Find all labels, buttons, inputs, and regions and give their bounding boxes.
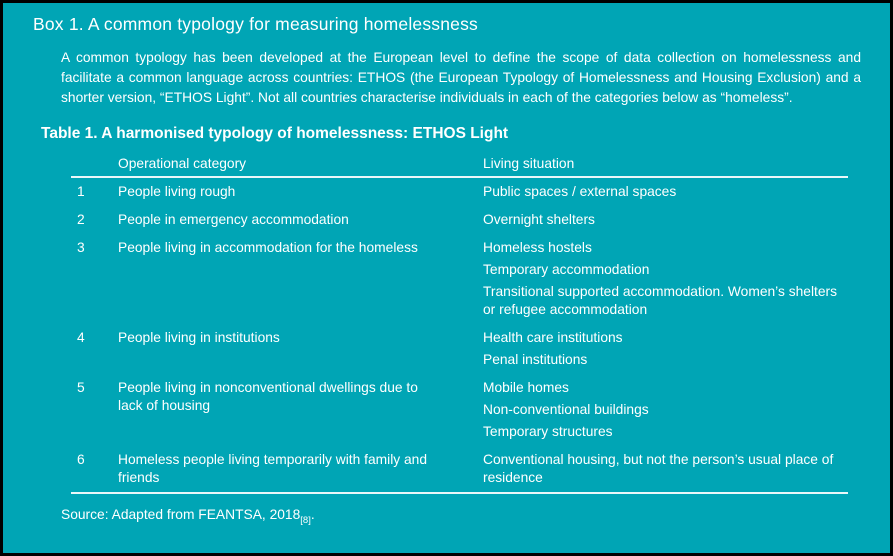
row-number: 6: [77, 452, 85, 467]
ethos-table: [71, 155, 848, 494]
bottom-rule: [71, 492, 848, 494]
living-situation-cell: [483, 211, 848, 229]
living-situation-item: Temporary accommodation: [483, 262, 650, 277]
table-row: [71, 324, 848, 374]
living-situation-item: Public spaces / external spaces: [483, 184, 677, 199]
box-intro: A common typology has been developed at the European level to define the scope of data collection on homelessness and facilitate a common language across countries: ETHOS (the European Typology of Homelessness and Housing Exclusion) and a shorter version, “ETHOS Light”. Not all countries characterise individuals in each of the categories below as “homeless”.: [61, 50, 861, 105]
column-header-operational-category: Operational category: [118, 156, 247, 171]
operational-category-cell: People living rough: [118, 184, 236, 199]
row-number: 5: [77, 380, 85, 395]
operational-category-cell: People living in institutions: [118, 330, 280, 345]
row-number: 1: [77, 184, 85, 199]
row-number: 4: [77, 330, 85, 345]
living-situation-item: Homeless hostels: [483, 240, 592, 255]
source-text: Source: Adapted from FEANTSA, 2018: [61, 507, 301, 522]
table-row: [71, 178, 848, 206]
living-situation-item: Transitional supported accommodation. Women’s shelters or refugee accommodation: [483, 284, 838, 317]
box-title: Box 1. A common typology for measuring homelessness: [33, 14, 478, 34]
table-row: [71, 206, 848, 234]
source-note: [61, 506, 890, 530]
table-header-row: [71, 155, 848, 176]
source-reference-subscript: [8]: [300, 514, 311, 526]
living-situation-cell: [483, 379, 848, 441]
living-situation-item: Conventional housing, but not the person’s usual place of residence: [483, 452, 834, 485]
table-row: [71, 446, 848, 492]
living-situation-item: Non-conventional buildings: [483, 402, 649, 417]
operational-category-cell: People living in nonconventional dwellings due to lack of housing: [118, 380, 418, 413]
column-header-living-situation: Living situation: [483, 156, 575, 171]
living-situation-item: Temporary structures: [483, 424, 613, 439]
source-period: .: [310, 507, 315, 522]
living-situation-item: Mobile homes: [483, 380, 569, 395]
operational-category-cell: People in emergency accommodation: [118, 212, 349, 227]
operational-category-cell: Homeless people living temporarily with family and friends: [118, 452, 428, 485]
living-situation-item: Overnight shelters: [483, 212, 595, 227]
header-number-spacer: [71, 155, 118, 173]
living-situation-item: Penal institutions: [483, 352, 588, 367]
table-row: [71, 374, 848, 446]
operational-category-cell: People living in accommodation for the homeless: [118, 240, 418, 255]
row-number: 2: [77, 212, 85, 227]
living-situation-cell: [483, 451, 848, 487]
table-body: [71, 178, 848, 492]
table-title: Table 1. A harmonised typology of homelessness: ETHOS Light: [41, 125, 509, 142]
living-situation-item: Health care institutions: [483, 330, 623, 345]
living-situation-cell: [483, 239, 848, 319]
living-situation-cell: [483, 329, 848, 369]
living-situation-cell: [483, 183, 848, 201]
table-row: [71, 234, 848, 324]
row-number: 3: [77, 240, 85, 255]
